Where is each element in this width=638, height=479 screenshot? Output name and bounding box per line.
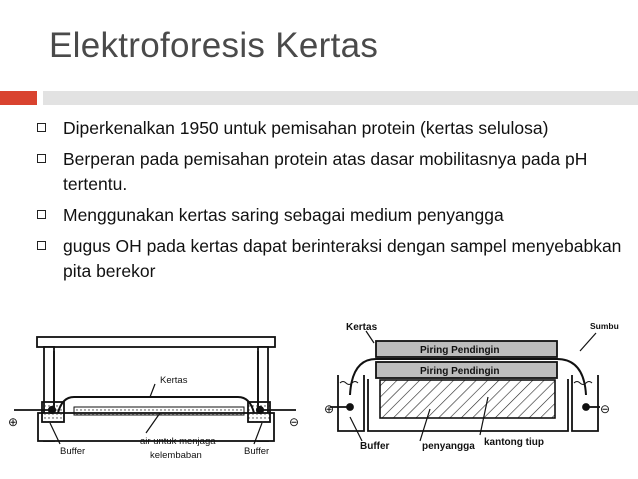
label-buffer-left: Buffer <box>60 446 86 457</box>
bullet-list <box>30 116 630 290</box>
label-kertas-left: Kertas <box>160 375 188 386</box>
bullet-item <box>30 234 630 284</box>
minus-electrode-icon: ⊖ <box>289 415 300 429</box>
bullet-text: Berperan pada pemisahan protein atas dasar mobilitasnya pada pH tertentu. <box>63 149 588 194</box>
label-air-line1: air untuk menjaga <box>140 436 216 447</box>
bullet-item <box>30 147 630 197</box>
bullet-text: Menggunakan kertas saring sebagai medium penyangga <box>63 205 504 225</box>
horizontal-chamber-figure <box>14 337 296 444</box>
minus-electrode-icon: ⊖ <box>600 402 611 416</box>
label-buffer-right: Buffer <box>244 446 270 457</box>
slide-title: Elektroforesis Kertas <box>49 26 379 65</box>
square-bullet-icon <box>37 154 46 163</box>
chamber-lid <box>37 337 275 347</box>
label-penyangga: penyangga <box>422 441 475 452</box>
bullet-text: Diperkenalkan 1950 untuk pemisahan protein (kertas selulosa) <box>63 118 549 138</box>
label-piring-pendingin-1: Piring Pendingin <box>420 345 500 356</box>
label-buffer-right-figure: Buffer <box>360 441 390 452</box>
label-sumbu: Sumbu <box>590 321 619 331</box>
accent-bar-gray <box>43 91 638 105</box>
square-bullet-icon <box>37 210 46 219</box>
square-bullet-icon <box>37 123 46 132</box>
electrophoresis-diagram <box>0 313 638 473</box>
label-piring-pendingin-2: Piring Pendingin <box>420 366 500 377</box>
support-block <box>380 380 555 418</box>
label-kertas-right: Kertas <box>346 322 378 333</box>
plus-electrode-icon: ⊕ <box>324 402 335 416</box>
label-air-line2: kelembaban <box>150 450 202 461</box>
bullet-text: gugus OH pada kertas dapat berinteraksi dengan sampel menyebabkan pita berekor <box>63 236 622 281</box>
accent-bar-red <box>0 91 37 105</box>
plus-electrode-icon: ⊕ <box>8 415 19 429</box>
bullet-item <box>30 116 630 141</box>
square-bullet-icon <box>37 241 46 250</box>
bullet-item <box>30 203 630 228</box>
label-kantong-tiup: kantong tiup <box>484 437 544 448</box>
